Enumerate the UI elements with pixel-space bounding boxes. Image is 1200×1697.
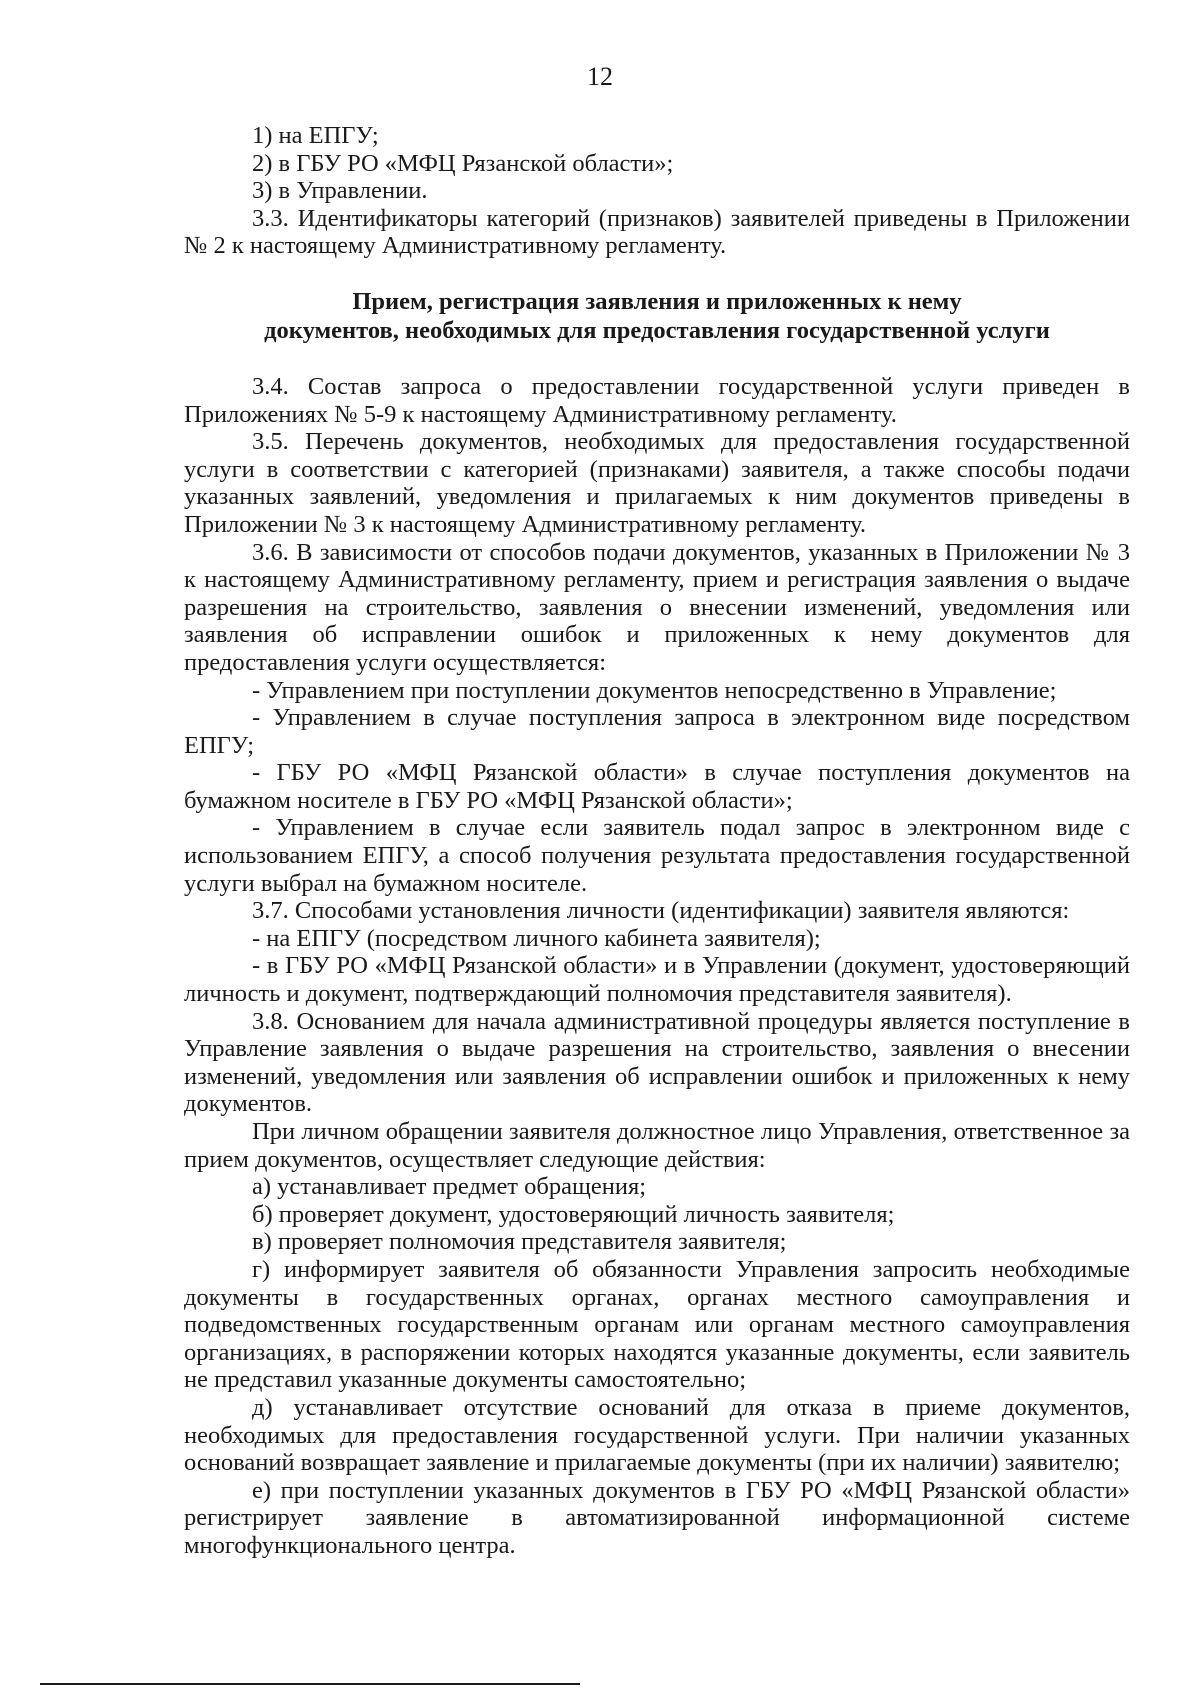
list-item: 3) в Управлении. [252,177,428,205]
page-number: 12 [587,62,613,91]
paragraph: При личном обращении заявителя должностное лицо Управления, ответственное за прием документов, осуществляет следующие действия: [184,1118,1130,1173]
section-heading [184,287,1130,345]
list-item: - в ГБУ РО «МФЦ Рязанской области» и в Управлении (документ, удостоверяющий личность и документ, подтверждающий полномочия представителя заявителя). [184,952,1130,1008]
section-heading-line: документов, необходимых для предоставления государственной услуги [264,316,1050,344]
list-item: - Управлением в случае если заявитель подал запрос в электронном виде с использованием ЕПГУ, а способ получения результата предоставления государственной услуги выбрал на бумажном носителе. [184,814,1130,897]
paragraph: 3.3. Идентификаторы категорий (признаков) заявителей приведены в Приложении № 2 к настоящему Административному регламенту. [184,204,1130,260]
footnote-divider [40,1683,580,1685]
paragraph: 3.5. Перечень документов, необходимых для предоставления государственной услуги в соответствии с категорией (признаками) заявителя, а также способы подачи указанных заявлений, уведомления и прилагаемых к ним документов приведены в Приложении № 3 к настоящему Административному регламенту. [184,428,1130,538]
list-item: - на ЕПГУ (посредством личного кабинета заявителя); [252,924,821,952]
document-body [184,122,1130,1560]
paragraph: 3.6. В зависимости от способов подачи документов, указанных в Приложении № 3 к настоящему Административному регламенту, прием и регистрация заявления о выдаче разрешения на строительство, заявления о внесении изменений, уведомления или заявления об исправлении ошибок и приложенных к нему документов для предоставления услуги осуществляется: [184,538,1130,676]
list-item: а) устанавливает предмет обращения; [252,1173,647,1201]
list-item: 2) в ГБУ РО «МФЦ Рязанской области»; [252,149,674,177]
paragraph: 3.4. Состав запроса о предоставлении государственной услуги приведен в Приложениях № 5-9 к настоящему Административному регламенту. [184,372,1130,428]
list-item: - Управлением при поступлении документов непосредственно в Управление; [252,676,1057,704]
list-item: б) проверяет документ, удостоверяющий личность заявителя; [252,1200,895,1228]
paragraph: 3.8. Основанием для начала административной процедуры является поступление в Управление заявления о выдаче разрешения на строительство, заявления о внесении изменений, уведомления или заявления об исправлении ошибок и приложенных к нему документов. [184,1007,1130,1118]
list-item: г) информирует заявителя об обязанности Управления запросить необходимые документы в государственных органах, органах местного самоуправления и подведомственных государственным органам или органам местного самоуправления организациях, в распоряжении которых находятся указанные документы, если заявитель не представил указанные документы самостоятельно; [184,1255,1130,1394]
list-item: д) устанавливает отсутствие оснований для отказа в приеме документов, необходимых для предоставления государственной услуги. При наличии указанных оснований возвращает заявление и прилагаемые документы (при их наличии) заявителю; [184,1393,1130,1477]
list-item: в) проверяет полномочия представителя заявителя; [252,1228,787,1256]
paragraph: 3.7. Способами установления личности (идентификации) заявителя являются: [252,897,1070,925]
list-item: - Управлением в случае поступления запроса в электронном виде посредством ЕПГУ; [184,704,1130,759]
list-item: е) при поступлении указанных документов в ГБУ РО «МФЦ Рязанской области» регистрирует заявление в автоматизированной информационной системе многофункционального центра. [184,1476,1130,1559]
section-heading-line: Прием, регистрация заявления и приложенных к нему [352,287,962,315]
list-item: 1) на ЕПГУ; [252,122,379,149]
list-item: - ГБУ РО «МФЦ Рязанской области» в случае поступления документов на бумажном носителе в ГБУ РО «МФЦ Рязанской области»; [184,759,1130,814]
